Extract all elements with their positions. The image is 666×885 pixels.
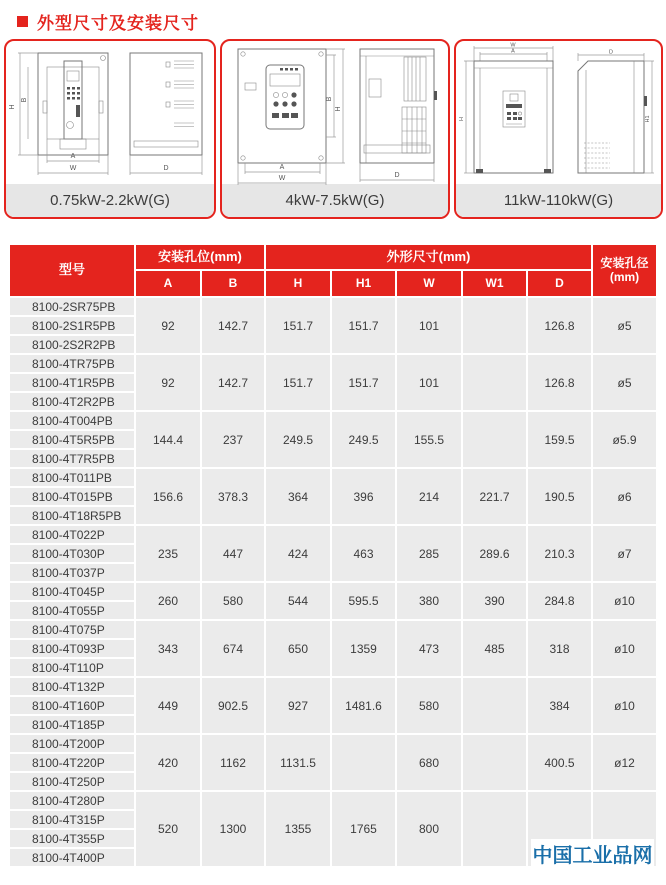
table-row	[10, 526, 656, 543]
model-cell: 8100-4T030P	[10, 545, 134, 562]
model-cell: 8100-2S2R2PB	[10, 336, 134, 353]
value-cell: 151.7	[266, 298, 330, 353]
value-cell: 1300	[202, 792, 264, 866]
dim-label-inner-height: B	[21, 97, 28, 103]
model-cell: 8100-4T075P	[10, 621, 134, 638]
model-cell: 8100-4T185P	[10, 716, 134, 733]
value-cell: 580	[202, 583, 264, 619]
panel-small-caption: 0.75kW-2.2kW(G)	[6, 184, 214, 217]
table-row	[10, 412, 656, 429]
col-header-a: A	[136, 271, 200, 296]
col-header-hole-diameter	[593, 245, 656, 296]
table-row	[10, 298, 656, 315]
model-cell: 8100-4T110P	[10, 659, 134, 676]
value-cell: 680	[397, 735, 461, 790]
value-cell: 142.7	[202, 298, 264, 353]
value-cell: ø5	[593, 355, 656, 410]
model-cell: 8100-4T315P	[10, 811, 134, 828]
dim-label-depth: D	[163, 165, 169, 172]
panel-medium-caption: 4kW-7.5kW(G)	[222, 184, 448, 217]
dim-label-outer-height: H	[335, 106, 342, 112]
page-title-row	[0, 0, 666, 37]
dim-label-depth: D	[394, 172, 400, 179]
value-cell: ø7	[593, 526, 656, 581]
dim-label-depth: D	[609, 49, 613, 56]
value-cell: 1359	[332, 621, 395, 676]
col-header-b: B	[202, 271, 264, 296]
value-cell	[463, 298, 526, 353]
value-cell: 142.7	[202, 355, 264, 410]
value-cell: 235	[136, 526, 200, 581]
value-cell: 580	[397, 678, 461, 733]
value-cell: 378.3	[202, 469, 264, 524]
dim-label-height: H	[459, 117, 465, 121]
dim-label-outer-width: W	[510, 42, 516, 49]
value-cell: 190.5	[528, 469, 591, 524]
dim-label-inner-width: A	[511, 48, 515, 55]
spec-table-body	[10, 298, 656, 866]
value-cell: 92	[136, 355, 200, 410]
table-row	[10, 678, 656, 695]
value-cell: 380	[397, 583, 461, 619]
value-cell: 384	[528, 678, 591, 733]
value-cell: 318	[528, 621, 591, 676]
value-cell: 674	[202, 621, 264, 676]
model-cell: 8100-4T280P	[10, 792, 134, 809]
value-cell: ø12	[593, 735, 656, 790]
value-cell: 126.8	[528, 298, 591, 353]
value-cell: 156.6	[136, 469, 200, 524]
table-row	[10, 792, 656, 809]
model-cell: 8100-4TR75PB	[10, 355, 134, 372]
drawing-panels	[0, 37, 666, 219]
value-cell: 210.3	[528, 526, 591, 581]
col-header-w: W	[397, 271, 461, 296]
value-cell: 101	[397, 355, 461, 410]
value-cell: ø5.9	[593, 412, 656, 467]
value-cell: 151.7	[332, 298, 395, 353]
site-watermark: 中国工业品网	[531, 839, 654, 873]
value-cell: 289.6	[463, 526, 526, 581]
model-cell: 8100-4T250P	[10, 773, 134, 790]
col-header-mounting-holes: 安装孔位(mm)	[136, 245, 264, 269]
dim-label-outer-width: W	[278, 175, 286, 182]
value-cell: ø10	[593, 678, 656, 733]
value-cell: ø10	[593, 621, 656, 676]
model-cell: 8100-4T7R5PB	[10, 450, 134, 467]
value-cell: 449	[136, 678, 200, 733]
model-cell: 8100-4T015PB	[10, 488, 134, 505]
panel-medium-frame	[220, 39, 450, 219]
value-cell: 249.5	[332, 412, 395, 467]
col-header-h: H	[266, 271, 330, 296]
value-cell: 284.8	[528, 583, 591, 619]
value-cell: 800	[397, 792, 461, 866]
col-header-h1: H1	[332, 271, 395, 296]
red-square-bullet-icon	[17, 16, 28, 27]
value-cell: 285	[397, 526, 461, 581]
model-cell: 8100-4T004PB	[10, 412, 134, 429]
dim-label-inner-height: B	[326, 96, 333, 102]
model-cell: 8100-2SR75PB	[10, 298, 134, 315]
value-cell: 595.5	[332, 583, 395, 619]
model-cell: 8100-4T5R5PB	[10, 431, 134, 448]
table-row	[10, 469, 656, 486]
value-cell: 424	[266, 526, 330, 581]
value-cell: 902.5	[202, 678, 264, 733]
value-cell: ø5	[593, 298, 656, 353]
value-cell: ø6	[593, 469, 656, 524]
table-row	[10, 355, 656, 372]
value-cell: 390	[463, 583, 526, 619]
panel-small-drawing	[6, 41, 214, 184]
value-cell: 447	[202, 526, 264, 581]
col-header-d: D	[528, 271, 591, 296]
value-cell: 400.5	[528, 735, 591, 790]
value-cell: 101	[397, 298, 461, 353]
hole-header-line1: 安装孔径	[600, 255, 649, 270]
value-cell	[332, 735, 395, 790]
model-cell: 8100-4T132P	[10, 678, 134, 695]
panel-large-frame	[454, 39, 663, 219]
value-cell: 249.5	[266, 412, 330, 467]
value-cell: 151.7	[332, 355, 395, 410]
value-cell: 1131.5	[266, 735, 330, 790]
dim-label-inner-width: A	[279, 164, 285, 171]
spec-table-wrap	[8, 243, 658, 868]
value-cell: 126.8	[528, 355, 591, 410]
model-cell: 8100-4T055P	[10, 602, 134, 619]
panel-small-frame	[4, 39, 216, 219]
value-cell: 1481.6	[332, 678, 395, 733]
col-header-model: 型号	[10, 245, 134, 296]
value-cell: 151.7	[266, 355, 330, 410]
model-cell: 8100-4T037P	[10, 564, 134, 581]
value-cell: 1355	[266, 792, 330, 866]
value-cell: 473	[397, 621, 461, 676]
model-cell: 8100-4T011PB	[10, 469, 134, 486]
value-cell: 343	[136, 621, 200, 676]
col-header-outline-dims: 外形尺寸(mm)	[266, 245, 591, 269]
small-frame-front-side-drawing	[6, 41, 214, 186]
value-cell: 927	[266, 678, 330, 733]
table-row	[10, 621, 656, 638]
value-cell: 92	[136, 298, 200, 353]
value-cell: 1765	[332, 792, 395, 866]
value-cell: 485	[463, 621, 526, 676]
model-cell: 8100-4T1R5PB	[10, 374, 134, 391]
value-cell	[463, 735, 526, 790]
value-cell: 650	[266, 621, 330, 676]
model-cell: 8100-4T093P	[10, 640, 134, 657]
model-cell: 8100-2S1R5PB	[10, 317, 134, 334]
model-cell: 8100-4T022P	[10, 526, 134, 543]
model-cell: 8100-4T18R5PB	[10, 507, 134, 524]
panel-large-caption: 11kW-110kW(G)	[456, 184, 661, 217]
value-cell: 237	[202, 412, 264, 467]
large-frame-front-side-drawing	[456, 41, 661, 186]
model-cell: 8100-4T220P	[10, 754, 134, 771]
panel-medium-drawing	[222, 41, 448, 184]
dim-label-outer-width: W	[69, 165, 77, 172]
value-cell	[463, 678, 526, 733]
table-row	[10, 735, 656, 752]
model-cell: 8100-4T200P	[10, 735, 134, 752]
value-cell: 1162	[202, 735, 264, 790]
value-cell: 544	[266, 583, 330, 619]
value-cell	[463, 792, 526, 866]
value-cell	[463, 412, 526, 467]
value-cell: 155.5	[397, 412, 461, 467]
value-cell	[463, 355, 526, 410]
value-cell: 260	[136, 583, 200, 619]
value-cell: 144.4	[136, 412, 200, 467]
model-cell: 8100-4T045P	[10, 583, 134, 600]
value-cell: ø10	[593, 583, 656, 619]
dim-label-side-height: H1	[645, 115, 651, 123]
value-cell: 221.7	[463, 469, 526, 524]
spec-table	[8, 243, 658, 868]
dim-label-inner-width: A	[70, 153, 76, 160]
value-cell: 396	[332, 469, 395, 524]
model-cell: 8100-4T400P	[10, 849, 134, 866]
dim-label-outer-height: H	[9, 104, 16, 110]
col-header-w1: W1	[463, 271, 526, 296]
model-cell: 8100-4T2R2PB	[10, 393, 134, 410]
medium-frame-front-side-drawing	[222, 41, 448, 186]
model-cell: 8100-4T355P	[10, 830, 134, 847]
value-cell: 364	[266, 469, 330, 524]
value-cell: 463	[332, 526, 395, 581]
page-title: 外型尺寸及安装尺寸	[37, 13, 199, 33]
model-cell: 8100-4T160P	[10, 697, 134, 714]
table-row	[10, 583, 656, 600]
value-cell: 520	[136, 792, 200, 866]
value-cell: 214	[397, 469, 461, 524]
value-cell: 420	[136, 735, 200, 790]
hole-header-line2: (mm)	[609, 269, 640, 284]
value-cell: 159.5	[528, 412, 591, 467]
panel-large-drawing	[456, 41, 661, 184]
